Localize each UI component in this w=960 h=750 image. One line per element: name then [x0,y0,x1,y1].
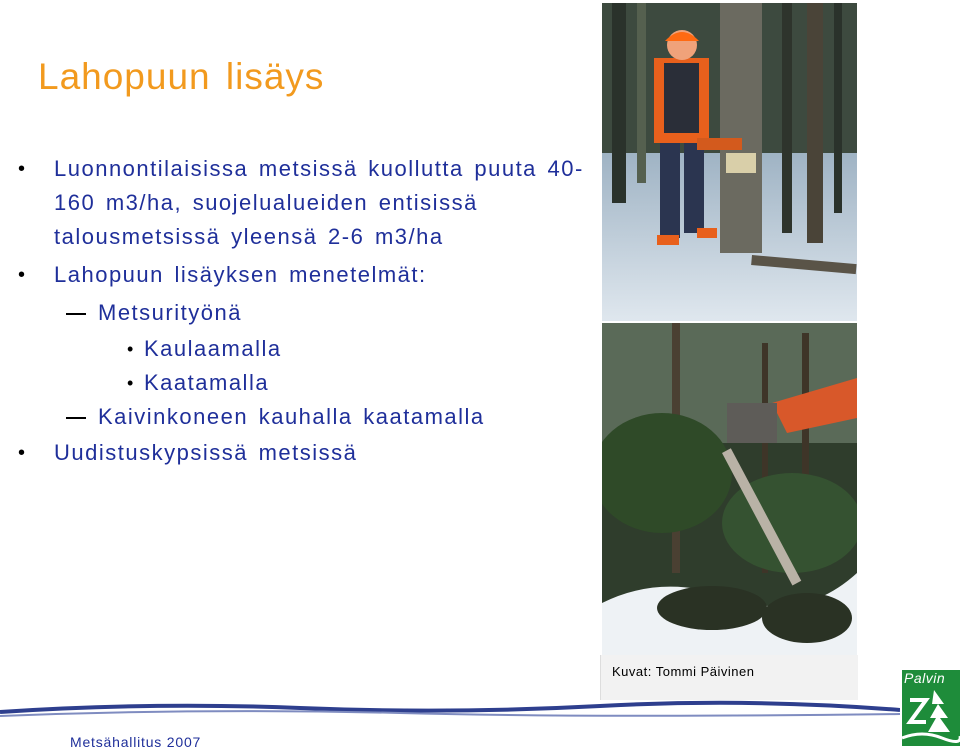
footer-text: Metsähallitus 2007 [70,734,202,750]
logo-text: Palvin [904,670,946,686]
bullet-dot-icon: • [18,158,27,180]
sub-bullet-text: Metsurityönä [98,300,242,325]
bullet-item [14,436,594,470]
bullet-dot-icon: • [18,442,27,464]
sub-sub-bullet-item [14,332,594,366]
photo-excavator-tree [602,323,857,655]
dash-icon [66,417,86,419]
bullet-text: Lahopuun lisäyksen menetelmät: [54,262,427,287]
slide-title: Lahopuun lisäys [38,56,325,97]
sub-bullet-item [14,400,498,434]
sub-sub-bullet-item [14,366,594,400]
bullet-dot-icon: • [127,373,135,393]
bullet-dot-icon: • [18,264,27,286]
footer-wave-decoration [0,694,900,724]
bullet-item [14,152,594,254]
bullet-text: Uudistuskypsissä metsissä [54,440,358,465]
sub-sub-bullet-text: Kaatamalla [144,370,270,395]
dash-icon [66,313,86,315]
photo-caption: Kuvat: Tommi Päivinen [612,664,755,679]
sub-sub-bullet-text: Kaulaamalla [144,336,282,361]
sub-bullet-item [14,296,594,330]
photo-chainsaw-worker [602,3,857,321]
sub-bullet-text: Kaivinkoneen kauhalla kaatamalla [98,404,485,429]
bullet-text: Luonnontilaisissa metsissä kuollutta puuta 40-160 m3/ha, suojelualueiden entisissä talousmetsissä yleensä 2-6 m3/ha [54,156,584,249]
bullet-dot-icon: • [127,339,135,359]
bullet-list [14,152,594,474]
bullet-item [14,258,594,292]
